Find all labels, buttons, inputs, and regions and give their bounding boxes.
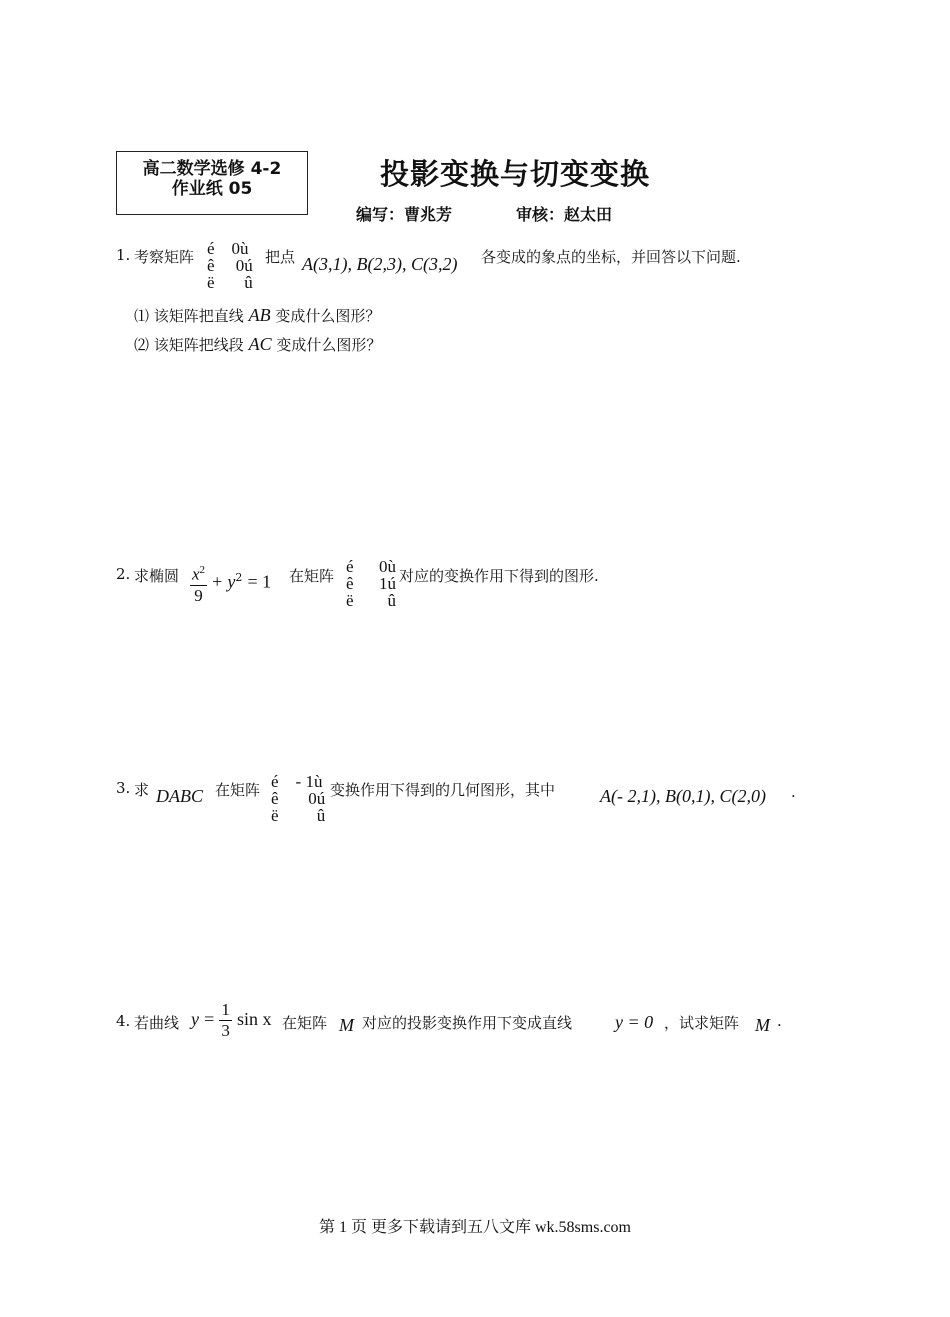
question-1-number: 1. [116, 246, 131, 264]
course-header-box [116, 151, 308, 215]
worksheet-number: 作业纸 05 [171, 179, 253, 199]
question-2-number: 2. [116, 565, 131, 583]
question-2-mid: 在矩阵 [289, 567, 335, 585]
line-equation: y = 0 [615, 1012, 654, 1032]
question-3-mid2: 变换作用下得到的几何图形，其中 [330, 781, 556, 799]
matrix-m-label: M [339, 1015, 354, 1035]
question-2-suffix: 对应的变换作用下得到的图形. [399, 567, 599, 585]
question-1-mid: 把点 [265, 248, 296, 266]
author-label: 编写：曹兆芳 [356, 205, 453, 224]
question-4-mid2: 对应的投影变换作用下变成直线 [362, 1014, 573, 1032]
course-name: 高二数学选修 4-2 [142, 159, 282, 179]
question-1-sub2: ⑵ 该矩阵把线段 AC 变成什么图形？ [134, 334, 382, 354]
question-2-prefix: 求椭圆 [134, 567, 180, 585]
question-4-mid3: ，试求矩阵 [664, 1014, 740, 1032]
curve-equation: y = $\frac{1}{3}$ sin x [191, 1000, 272, 1040]
question-3-prefix: 求 [134, 781, 150, 799]
question-3-suffix: . [791, 783, 796, 801]
question-1-matrix: é 0ù ê 0ú ë û [207, 239, 253, 292]
question-2-matrix: é 0ù ê 1ú ë û [346, 557, 397, 610]
question-3-points: A(- 2,1), B(0,1), C(2,0) [600, 786, 766, 806]
matrix-m-label-2: M [755, 1015, 770, 1035]
ellipse-equation: $\frac{x^2}{9}$ + $y^2 = 1$ [190, 560, 271, 606]
question-3-matrix: é - 1ù ê 0ú ë û [271, 772, 326, 825]
question-1-suffix: 各变成的象点的坐标，并回答以下问题. [481, 248, 741, 266]
page-footer: 第 1 页 更多下载请到五八文库 wk.58sms.com [318, 1219, 631, 1236]
reviewer-label: 审核：赵太田 [516, 205, 613, 224]
page-title: 投影变换与切变变换 [380, 157, 651, 191]
question-1-prefix: 考察矩阵 [134, 248, 195, 266]
question-4-mid: 在矩阵 [282, 1014, 328, 1032]
question-3-mid: 在矩阵 [215, 781, 261, 799]
author-line [356, 202, 612, 225]
question-4-prefix: 若曲线 [134, 1014, 180, 1032]
question-3-number: 3. [116, 779, 131, 797]
question-4-suffix: . [777, 1012, 782, 1030]
question-1-points: A(3,1), B(2,3), C(3,2) [302, 254, 458, 274]
triangle-label: DABC [156, 786, 203, 806]
question-1-sub1: ⑴ 该矩阵把直线 AB 变成什么图形？ [134, 305, 381, 325]
question-4-number: 4. [116, 1012, 131, 1030]
